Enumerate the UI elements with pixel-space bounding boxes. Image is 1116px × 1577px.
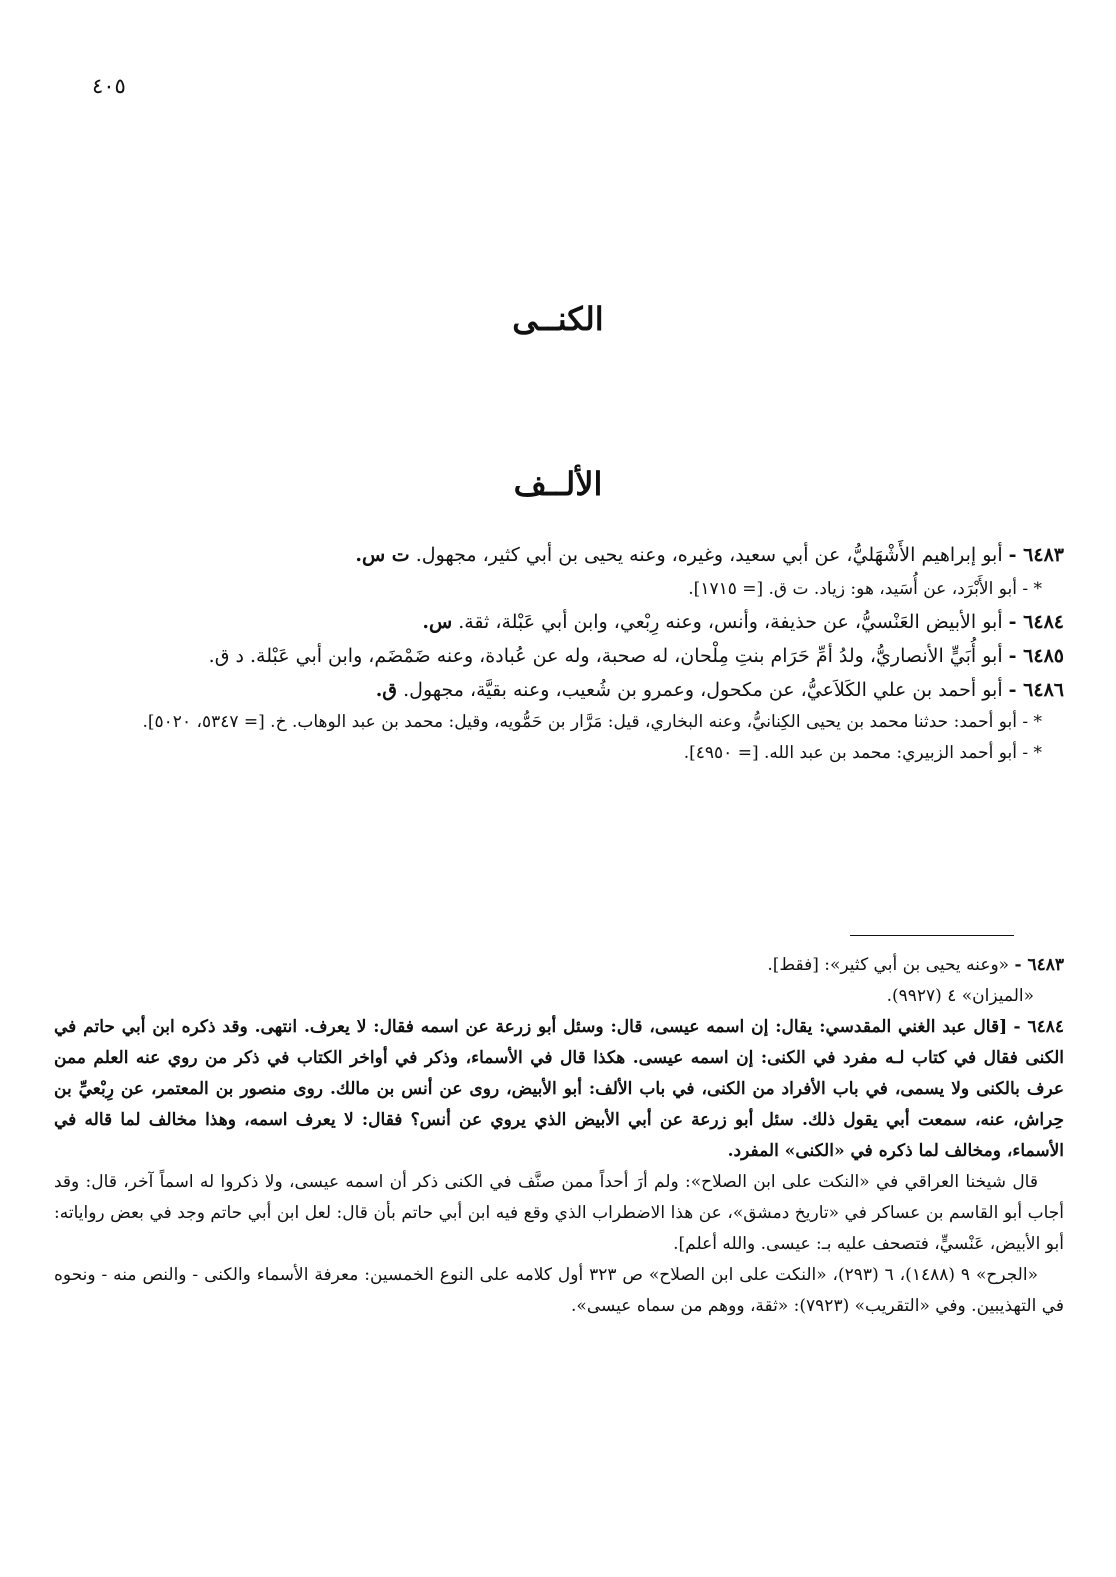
- section-title: الكنــى: [512, 300, 604, 338]
- entries-list: [54, 538, 1064, 769]
- entry-text: أبو أحمد بن علي الكَلاَعيُّ، عن مكحول، وعمرو بن شُعيب، وعنه بقيَّة، مجهول.: [403, 679, 1003, 701]
- entry-number: ٦٤٨٣ -: [1008, 544, 1064, 566]
- entry-6484: [54, 605, 1064, 639]
- cross-reference: * - أبو أحمد الزبيري: محمد بن عبد الله. [= ٤٩٥٠].: [683, 743, 1042, 763]
- footnote-source: «الميزان» ٤ (٩٩٢٧).: [886, 986, 1034, 1006]
- footnote-6484: [54, 1012, 1064, 1167]
- entry-number: ٦٤٨٦ -: [1008, 679, 1064, 701]
- entry-6486: [54, 673, 1064, 707]
- entry-text: أبو الأبيض العَنْسيُّ، عن حذيفة، وأنس، وعنه رِبْعي، وابن أبي عَبْلة، ثقة.: [458, 611, 1003, 633]
- footnote-text: «وعنه يحيى بن أبي كثير»: [فقط].: [767, 955, 1010, 975]
- footnote-6483: [54, 950, 1064, 981]
- entry-number: ٦٤٨٤ -: [1008, 611, 1064, 633]
- footnote-paragraph: قال شيخنا العراقي في «النكت على ابن الصلاح»: ولم أرَ أحداً ممن صنَّف في الكنى ذكر أن اسمه عيسى، ولا ذكروا له اسماً آخر، قال: وقد أجاب أبو القاسم بن عساكر في «تاريخ دمشق»، عن هذا الاضطراب الذي وقع فيه ابن أبي حاتم بأن قال: لعل ابن أبي حاتم وجد في بعض رواياته: أبو الأبيض، عَنْسيٍّ، فتصحف عليه بـ: عيسى. والله أعلم].: [54, 1172, 1064, 1254]
- footnote-text: [قال عبد الغني المقدسي: يقال: إن اسمه عيسى، قال: وسئل أبو زرعة عن اسمه فقال: لا يعرف. انتهى. وقد ذكره ابن أبي حاتم في الكنى فقال في كتاب لـه مفرد في الكنى: إن اسمه عيسى. هكذا قال في الأسماء، وذكر في أواخر الكتاب في ذكر من روي عنه العلم ممن عرف بالكنى ولا يسمى، في باب الأفراد من الكنى، في باب الألف: أبو الأبيض، روى عن أنس بن مالك. روى منصور بن المعتمر، عن رِبْعيِّ بن حِراش، عنه، سمعت أبي يقول ذلك. سئل أبو زرعة عن أبي الأبيض الذي يروي عن أنس؟ فقال: لا يعرف اسمه، وهذا مخالف لما قاله في الأسماء، ومخالف لما ذكره في «الكنى» المفرد.: [54, 1017, 1064, 1161]
- entry-6485: [54, 639, 1064, 673]
- footnotes: [54, 950, 1064, 1322]
- page-number: ٤٠٥: [92, 74, 126, 98]
- cross-reference: * - أبو أحمد: حدثنا محمد بن يحيى الكِنانيُّ، وعنه البخاري، قيل: مَرَّار بن حَمُّويه، وقيل: محمد بن عبد الوهاب. خ. [= ٥٣٤٧، ٥٠٢٠].: [142, 712, 1042, 732]
- entry-6483: [54, 538, 1064, 572]
- footnote-number: ٦٤٨٤ -: [1013, 1017, 1064, 1037]
- entry-symbols: ت س.: [355, 544, 410, 566]
- entry-text: أبو إبراهيم الأَشْهَليُّ، عن أبي سعيد، وغيره، وعنه يحيى بن أبي كثير، مجهول.: [415, 544, 1003, 566]
- entry-symbols: ق.: [375, 679, 398, 701]
- footnote-sources: «الجرح» ٩ (١٤٨٨)، ٦ (٢٩٣)، «النكت على ابن الصلاح» ص ٣٢٣ أول كلامه على النوع الخمسين: معرفة الأسماء والكنى - والنص منه - ونحوه في التهذيبين. وفي «التقريب» (٧٩٢٣): «ثقة، ووهم من سماه عيسى».: [54, 1265, 1064, 1316]
- entry-number: ٦٤٨٥ -: [1008, 645, 1064, 667]
- subsection-title: الألــف: [513, 465, 603, 503]
- cross-reference: * - أبو الأَبْرَد، عن أُسَيد، هو: زياد. ت ق. [= ١٧١٥].: [688, 579, 1042, 599]
- entry-text: أبو أُبَيٍّ الأنصاريُّ، ولدُ أمِّ حَرَام بنتِ مِلْحان، له صحبة، وله عن عُبادة، وعنه ضَمْضَم، وابن أبي عَبْلة. د ق.: [208, 645, 1003, 667]
- footnote-divider: [850, 935, 1014, 936]
- entry-symbols: س.: [422, 611, 453, 633]
- footnote-number: ٦٤٨٣ -: [1014, 955, 1064, 975]
